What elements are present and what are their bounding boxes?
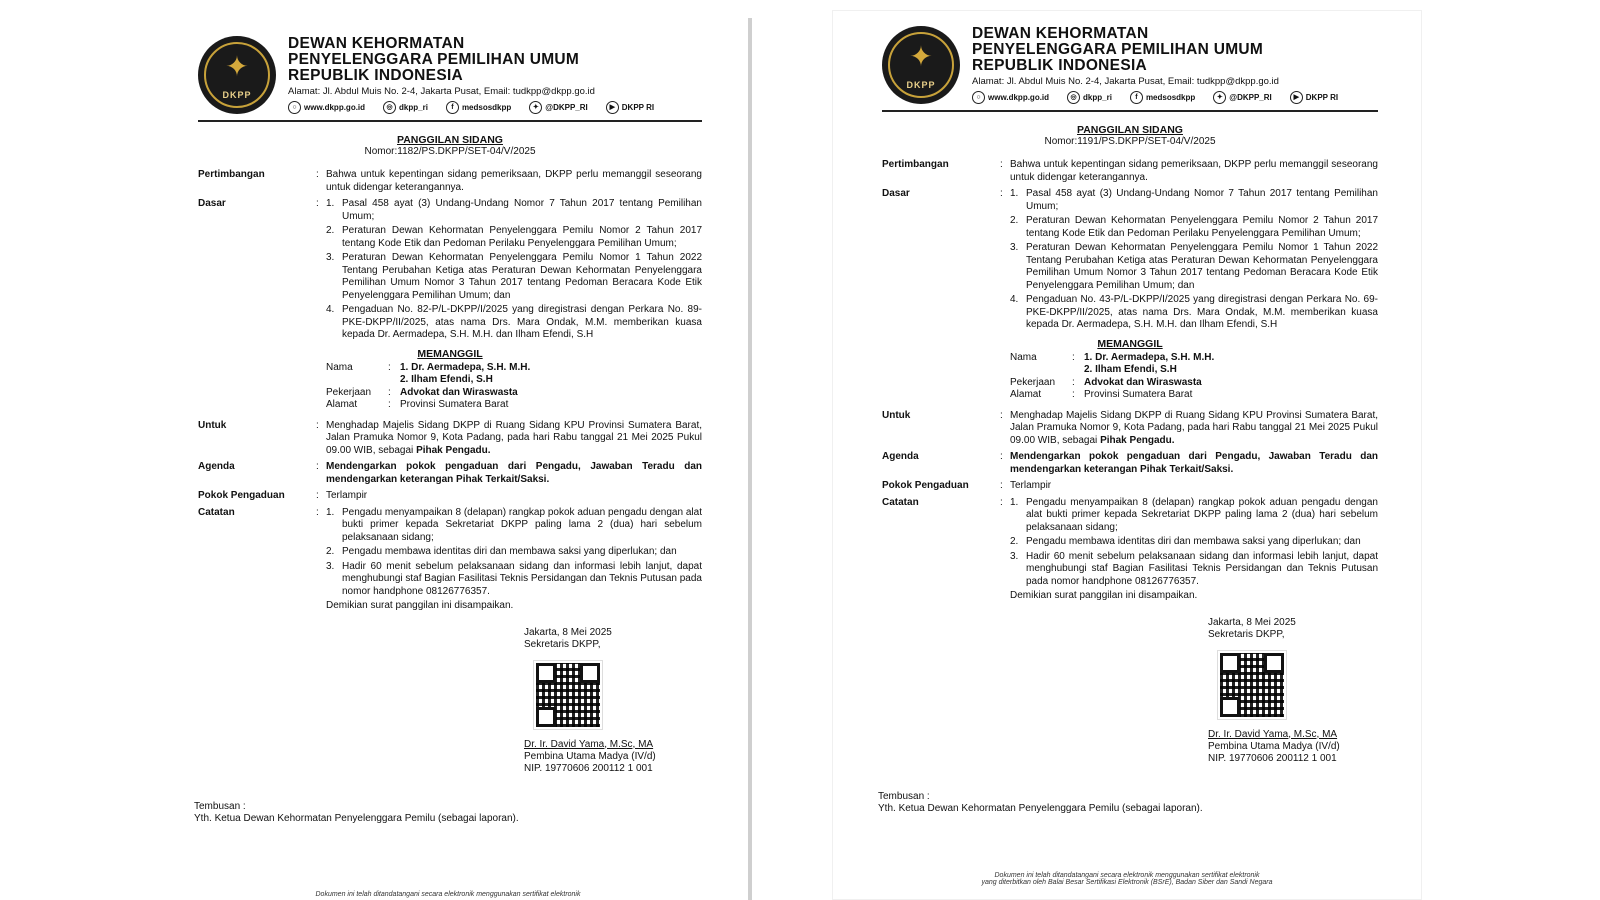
nama-row: Nama : 1. Dr. Aermadepa, S.H. M.H. 2. Ilham Efendi, S.H bbox=[1010, 351, 1215, 375]
list-item: 3. Peraturan Dewan Kehormatan Penyelenggara Pemilu Nomor 1 Tahun 2022 Tentang Perubahan Ketiga atas Peraturan Dewan Kehormatan Penyelenggara Pemilihan Umum Nomor 3 Tahun 2017 tentang Pedoman Beracara Kode Etik Penyelenggara Pemilihan Umum; dan bbox=[1010, 242, 1378, 291]
dasar-row: Dasar : 1. Pasal 458 ayat (3) Undang-Undang Nomor 7 Tahun 2017 tentang Pemilihan Umum; 2. Peraturan Dewan Kehormatan Penyelenggara Pemilu Nomor 2 Tahun 2017 tentang Kode Etik dan Pedoman Perilaku Penyelenggara Pemilihan Umum; 3. Peraturan Dewan Kehormatan Penyelenggara Pemilu Nomor 1 Tahun 2022 Tentang Perubahan Ketiga atas Peraturan Dewan Kehormatan Penyelenggara Pemilihan Umum Nomor 3 Tahun 2017 tentang Pedoman Beracara Kode Etik Penyelenggara Pemilihan Umum; dan 4. Pengaduan No. 43-P/L-DKPP/I/2025 yang diregistrasi dengan Perkara No. 69-PKE-DKPP/II/2025, atas nama Drs. Mara Ondak, M.M. memberikan kuasa kepada Dr. Aermadepa, S.H. M.H. dan Ilham Efendi, S.H bbox=[882, 188, 1378, 330]
list-item: 1. Pengadu menyampaikan 8 (delapan) rangkap pokok aduan pengadu dengan alat bukti primer kepada Sekretariat DKPP paling lama 2 (dua) hari sebelum pelaksanaan sidang; bbox=[326, 506, 702, 543]
pekerjaan-row: Pekerjaan : Advokat dan Wiraswasta bbox=[326, 386, 518, 398]
garuda-emblem-icon: ✦ bbox=[909, 41, 933, 72]
list-item: 1. Pasal 458 ayat (3) Undang-Undang Nomor 7 Tahun 2017 tentang Pemilihan Umum; bbox=[326, 198, 702, 222]
signer-name: Dr. Ir. David Yama, M.Sc, MA bbox=[524, 738, 654, 750]
closing-text: Demikian surat panggilan ini disampaikan. bbox=[1010, 590, 1198, 601]
signature-qr-code bbox=[534, 661, 602, 729]
letter-number: Nomor:1191/PS.DKPP/SET-04/V/2025 bbox=[1044, 136, 1216, 147]
globe-icon: ○ bbox=[972, 91, 985, 104]
closing-text: Demikian surat panggilan ini disampaikan. bbox=[326, 600, 514, 611]
org-address: Alamat: Jl. Abdul Muis No. 2-4, Jakarta Pusat, Email: tudkpp@dkpp.go.id bbox=[972, 76, 1279, 87]
org-address: Alamat: Jl. Abdul Muis No. 2-4, Jakarta Pusat, Email: tudkpp@dkpp.go.id bbox=[288, 86, 595, 97]
catatan-row: Catatan : 1. Pengadu menyampaikan 8 (delapan) rangkap pokok aduan pengadu dengan alat bukti primer kepada Sekretariat DKPP paling lama 2 (dua) hari sebelum pelaksanaan sidang; 2. Pengadu membawa identitas diri dan membawa saksi yang diperlukan; dan 3. Hadir 60 menit sebelum pelaksanaan sidang dan informasi lebih lanjut, dapat menghubungi staf Bagian Fasilitasi Teknis Persidangan dan Teknis Putusan pada nomor handphone 08126776357. Demikian surat panggilan ini disampaikan. bbox=[882, 496, 1378, 601]
page-divider bbox=[748, 18, 752, 900]
garuda-emblem-icon: ✦ bbox=[225, 51, 249, 82]
signature-block bbox=[524, 627, 702, 775]
signature-qr-code bbox=[1218, 651, 1286, 719]
youtube-icon: ▶ bbox=[1290, 91, 1303, 104]
signer-rank: Pembina Utama Madya (IV/d) bbox=[1208, 740, 1340, 752]
signer-nip: NIP. 19770606 200112 1 001 bbox=[524, 762, 653, 774]
twitter-link[interactable]: ✦ @DKPP_RI bbox=[1213, 91, 1271, 104]
agenda-row: Agenda : Mendengarkan pokok pengaduan dari Pengadu, Jawaban Teradu dan mendengarkan keterangan Pihak Terkait/Saksi. bbox=[198, 461, 702, 485]
catatan-list bbox=[326, 507, 702, 599]
org-name-line1: DEWAN KEHORMATAN bbox=[972, 25, 1149, 42]
list-item: 1. Pengadu menyampaikan 8 (delapan) rangkap pokok aduan pengadu dengan alat bukti primer kepada Sekretariat DKPP paling lama 2 (dua) hari sebelum pelaksanaan sidang; bbox=[1010, 496, 1378, 533]
signer-rank: Pembina Utama Madya (IV/d) bbox=[524, 750, 656, 762]
nama-1: 1. Dr. Aermadepa, S.H. M.H. bbox=[1084, 351, 1215, 363]
list-item: 3. Hadir 60 menit sebelum pelaksanaan sidang dan informasi lebih lanjut, dapat menghubungi staf Bagian Fasilitasi Teknis Persidangan dan Teknis Putusan pada nomor handphone 08126776357. bbox=[1010, 550, 1378, 587]
youtube-link[interactable]: ▶ DKPP RI bbox=[1290, 91, 1338, 104]
place-date: Jakarta, 8 Mei 2025 bbox=[524, 626, 612, 638]
letter-page-1 bbox=[148, 18, 748, 900]
tembusan-block: Tembusan : Yth. Ketua Dewan Kehormatan Penyelenggara Pemilu (sebagai laporan). bbox=[194, 801, 702, 825]
letterhead-rule bbox=[882, 110, 1378, 112]
instagram-icon: ◎ bbox=[1067, 91, 1080, 104]
social-links bbox=[972, 91, 1338, 104]
e-signature-footer: Dokumen ini telah ditandatangani secara elektronik menggunakan sertifikat elektronik bbox=[315, 891, 581, 898]
instagram-link[interactable]: ◎ dkpp_ri bbox=[383, 101, 428, 114]
nama-row: Nama : 1. Dr. Aermadepa, S.H. M.H. 2. Ilham Efendi, S.H bbox=[326, 361, 531, 385]
signer-nip: NIP. 19770606 200112 1 001 bbox=[1208, 752, 1337, 764]
pekerjaan-row: Pekerjaan : Advokat dan Wiraswasta bbox=[1010, 376, 1202, 388]
instagram-icon: ◎ bbox=[383, 101, 396, 114]
list-item: 3. Peraturan Dewan Kehormatan Penyelenggara Pemilu Nomor 1 Tahun 2022 Tentang Perubahan Ketiga atas Peraturan Dewan Kehormatan Penyelenggara Pemilihan Umum Nomor 3 Tahun 2017 tentang Pedoman Beracara Kode Etik Penyelenggara Pemilihan Umum; dan bbox=[326, 252, 702, 301]
nama-2: 2. Ilham Efendi, S.H bbox=[1084, 364, 1177, 375]
dkpp-logo bbox=[882, 26, 960, 104]
dasar-list bbox=[1010, 188, 1378, 332]
list-item: 3. Hadir 60 menit sebelum pelaksanaan sidang dan informasi lebih lanjut, dapat menghubungi staf Bagian Fasilitasi Teknis Persidangan dan Teknis Putusan pada nomor handphone 08126776357. bbox=[326, 560, 702, 597]
letter-title: PANGGILAN SIDANG bbox=[1077, 124, 1183, 136]
website-link[interactable]: ○ www.dkpp.go.id bbox=[288, 101, 365, 114]
place-date: Jakarta, 8 Mei 2025 bbox=[1208, 616, 1296, 628]
signer-position: Sekretaris DKPP, bbox=[1208, 628, 1285, 640]
letter-title: PANGGILAN SIDANG bbox=[397, 134, 503, 146]
twitter-icon: ✦ bbox=[529, 101, 542, 114]
tembusan-text: Yth. Ketua Dewan Kehormatan Penyelenggara Pemilu (sebagai laporan). bbox=[878, 802, 1203, 814]
org-name-line3: REPUBLIK INDONESIA bbox=[972, 57, 1148, 74]
website-link[interactable]: ○ www.dkpp.go.id bbox=[972, 91, 1049, 104]
letter-number: Nomor:1182/PS.DKPP/SET-04/V/2025 bbox=[364, 146, 536, 157]
e-signature-footer: Dokumen ini telah ditandatangani secara elektronik menggunakan sertifikat elektronik yang diterbitkan oleh Balai Besar Sertifikasi Elektronik (BSrE), Badan Siber dan Sandi Negara bbox=[981, 872, 1273, 886]
list-item: 2. Peraturan Dewan Kehormatan Penyelenggara Pemilu Nomor 2 Tahun 2017 tentang Kode Etik dan Pedoman Perilaku Penyelenggara Pemilihan Umum; bbox=[326, 225, 702, 249]
untuk-row: Untuk : Menghadap Majelis Sidang DKPP di Ruang Sidang KPU Provinsi Sumatera Barat, Jalan Pramuka Nomor 9, Kota Padang, pada hari Rabu tanggal 21 Mei 2025 Pukul 09.00 WIB, sebagai Pihak Pengadu. bbox=[198, 419, 702, 456]
letterhead bbox=[882, 26, 1378, 104]
org-name-line2: PENYELENGGARA PEMILIHAN UMUM bbox=[972, 41, 1264, 58]
dasar-list bbox=[326, 198, 702, 342]
memanggil-heading: MEMANGGIL bbox=[1097, 337, 1163, 350]
tembusan-block: Tembusan : Yth. Ketua Dewan Kehormatan Penyelenggara Pemilu (sebagai laporan). bbox=[878, 791, 1378, 815]
pertimbangan-text: Bahwa untuk kepentingan sidang pemeriksaan, DKPP perlu memanggil seseorang untuk didengar keterangannya. bbox=[326, 169, 702, 193]
catatan-row: Catatan : 1. Pengadu menyampaikan 8 (delapan) rangkap pokok aduan pengadu dengan alat bukti primer kepada Sekretariat DKPP paling lama 2 (dua) hari sebelum pelaksanaan sidang; 2. Pengadu membawa identitas diri dan membawa saksi yang diperlukan; dan 3. Hadir 60 menit sebelum pelaksanaan sidang dan informasi lebih lanjut, dapat menghubungi staf Bagian Fasilitasi Teknis Persidangan dan Teknis Putusan pada nomor handphone 08126776357. Demikian surat panggilan ini disampaikan. bbox=[198, 506, 702, 611]
youtube-link[interactable]: ▶ DKPP RI bbox=[606, 101, 654, 114]
facebook-link[interactable]: f medsosdkpp bbox=[446, 101, 511, 114]
youtube-icon: ▶ bbox=[606, 101, 619, 114]
globe-icon: ○ bbox=[288, 101, 301, 114]
pertimbangan-text: Bahwa untuk kepentingan sidang pemeriksaan, DKPP perlu memanggil seseorang untuk didengar keterangannya. bbox=[1010, 159, 1378, 183]
instagram-link[interactable]: ◎ dkpp_ri bbox=[1067, 91, 1112, 104]
alamat-row: Alamat : Provinsi Sumatera Barat bbox=[326, 399, 509, 410]
facebook-icon: f bbox=[446, 101, 459, 114]
pertimbangan-row: Pertimbangan : Bahwa untuk kepentingan sidang pemeriksaan, DKPP perlu memanggil seseorang untuk didengar keterangannya. bbox=[198, 169, 702, 193]
logo-text: DKPP bbox=[222, 90, 252, 100]
social-links bbox=[288, 101, 654, 114]
list-item: 1. Pasal 458 ayat (3) Undang-Undang Nomor 7 Tahun 2017 tentang Pemilihan Umum; bbox=[1010, 188, 1378, 212]
pertimbangan-row: Pertimbangan : Bahwa untuk kepentingan sidang pemeriksaan, DKPP perlu memanggil seseorang untuk didengar keterangannya. bbox=[882, 159, 1378, 183]
catatan-list bbox=[1010, 497, 1378, 589]
pokok-row: Pokok Pengaduan : Terlampir bbox=[882, 480, 1052, 491]
list-item: 4. Pengaduan No. 82-P/L-DKPP/I/2025 yang diregistrasi dengan Perkara No. 89-PKE-DKPP/II/2025, atas nama Drs. Mara Ondak, M.M. memberikan kuasa kepada Dr. Aermadepa, S.H. M.H. dan Ilham Efendi, S.H bbox=[326, 304, 702, 340]
org-name-line3: REPUBLIK INDONESIA bbox=[288, 67, 464, 84]
memanggil-heading: MEMANGGIL bbox=[417, 347, 483, 360]
letterhead-rule bbox=[198, 120, 702, 122]
signer-name: Dr. Ir. David Yama, M.Sc, MA bbox=[1208, 728, 1338, 740]
facebook-icon: f bbox=[1130, 91, 1143, 104]
org-name-line2: PENYELENGGARA PEMILIHAN UMUM bbox=[288, 51, 580, 68]
pokok-row: Pokok Pengaduan : Terlampir bbox=[198, 490, 368, 501]
tembusan-text: Yth. Ketua Dewan Kehormatan Penyelenggara Pemilu (sebagai laporan). bbox=[194, 812, 519, 824]
logo-text: DKPP bbox=[906, 80, 936, 90]
alamat-row: Alamat : Provinsi Sumatera Barat bbox=[1010, 389, 1193, 400]
nama-1: 1. Dr. Aermadepa, S.H. M.H. bbox=[400, 361, 531, 373]
dkpp-logo bbox=[198, 36, 276, 114]
list-item: 4. Pengaduan No. 43-P/L-DKPP/I/2025 yang diregistrasi dengan Perkara No. 69-PKE-DKPP/II/2025, atas nama Drs. Mara Ondak, M.M. memberikan kuasa kepada Dr. Aermadepa, S.H. M.H. dan Ilham Efendi, S.H bbox=[1010, 294, 1378, 330]
signer-position: Sekretaris DKPP, bbox=[524, 638, 601, 650]
letter-page-2 bbox=[832, 10, 1422, 900]
signature-block bbox=[1208, 617, 1378, 765]
list-item: 2. Pengadu membawa identitas diri dan membawa saksi yang diperlukan; dan bbox=[1010, 536, 1361, 547]
org-name-line1: DEWAN KEHORMATAN bbox=[288, 35, 465, 52]
nama-2: 2. Ilham Efendi, S.H bbox=[400, 374, 493, 385]
letterhead bbox=[198, 36, 702, 114]
list-item: 2. Peraturan Dewan Kehormatan Penyelenggara Pemilu Nomor 2 Tahun 2017 tentang Kode Etik dan Pedoman Perilaku Penyelenggara Pemilihan Umum; bbox=[1010, 215, 1378, 239]
twitter-link[interactable]: ✦ @DKPP_RI bbox=[529, 101, 587, 114]
twitter-icon: ✦ bbox=[1213, 91, 1226, 104]
dasar-row: Dasar : 1. Pasal 458 ayat (3) Undang-Undang Nomor 7 Tahun 2017 tentang Pemilihan Umum; 2. Peraturan Dewan Kehormatan Penyelenggara Pemilu Nomor 2 Tahun 2017 tentang Kode Etik dan Pedoman Perilaku Penyelenggara Pemilihan Umum; 3. Peraturan Dewan Kehormatan Penyelenggara Pemilu Nomor 1 Tahun 2022 Tentang Perubahan Ketiga atas Peraturan Dewan Kehormatan Penyelenggara Pemilihan Umum Nomor 3 Tahun 2017 tentang Pedoman Beracara Kode Etik Penyelenggara Pemilihan Umum; dan 4. Pengaduan No. 82-P/L-DKPP/I/2025 yang diregistrasi dengan Perkara No. 89-PKE-DKPP/II/2025, atas nama Drs. Mara Ondak, M.M. memberikan kuasa kepada Dr. Aermadepa, S.H. M.H. dan Ilham Efendi, S.H bbox=[198, 198, 702, 340]
list-item: 2. Pengadu membawa identitas diri dan membawa saksi yang diperlukan; dan bbox=[326, 546, 677, 557]
agenda-row: Agenda : Mendengarkan pokok pengaduan dari Pengadu, Jawaban Teradu dan mendengarkan keterangan Pihak Terkait/Saksi. bbox=[882, 451, 1378, 475]
facebook-link[interactable]: f medsosdkpp bbox=[1130, 91, 1195, 104]
untuk-row: Untuk : Menghadap Majelis Sidang DKPP di Ruang Sidang KPU Provinsi Sumatera Barat, Jalan Pramuka Nomor 9, Kota Padang, pada hari Rabu tanggal 21 Mei 2025 Pukul 09.00 WIB, sebagai Pihak Pengadu. bbox=[882, 409, 1378, 446]
